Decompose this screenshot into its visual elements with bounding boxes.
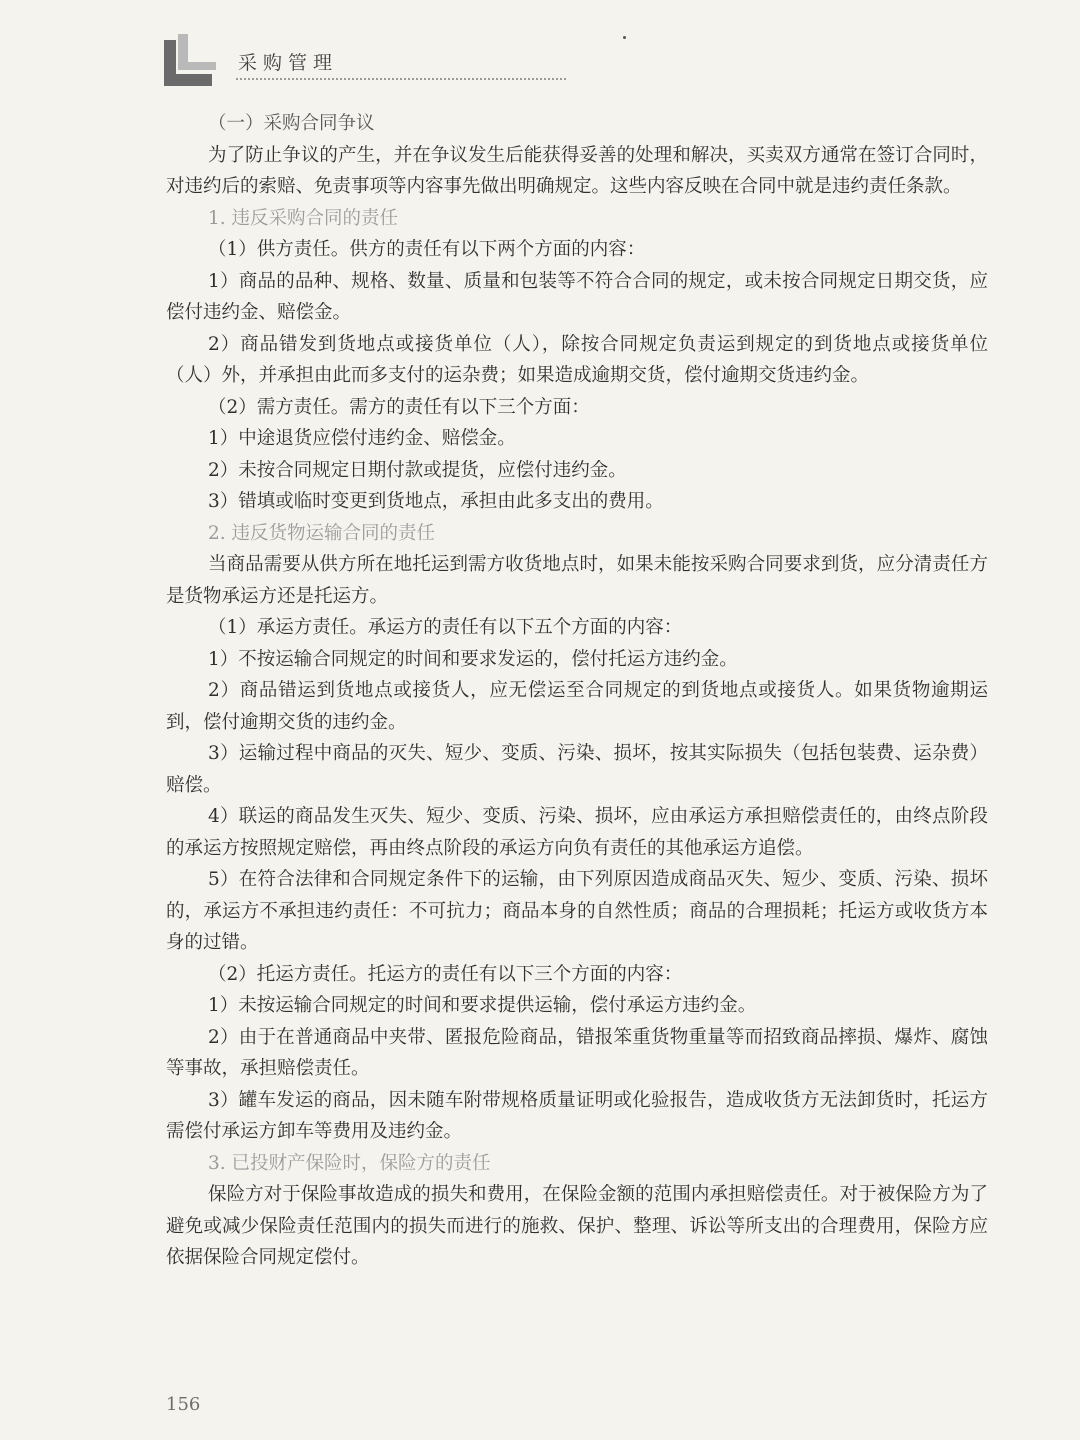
paragraph: 3）运输过程中商品的灭失、短少、变质、污染、损坏，按其实际损失（包括包装费、运杂费）赔偿。 [166,743,988,796]
paragraph: 5）在符合法律和合同规定条件下的运输，由下列原因造成商品灭失、短少、变质、污染、损坏的，承运方不承担违约责任：不可抗力；商品本身的自然性质；商品的合理损耗；托运方或收货方本身的过错。 [166,869,988,953]
paragraph: 2）由于在普通商品中夹带、匿报危险商品，错报笨重货物重量等而招致商品摔损、爆炸、腐蚀等事故，承担赔偿责任。 [166,1026,988,1079]
paragraph: 4）联运的商品发生灭失、短少、变质、污染、损坏，应由承运方承担赔偿责任的，由终点阶段的承运方按照规定赔偿，再由终点阶段的承运方向负有责任的其他承运方追偿。 [166,806,988,859]
scan-speck [623,36,626,39]
paragraph: 1）中途退货应偿付违约金、赔偿金。 [208,428,516,449]
paragraph: 2）商品错运到货地点或接货人，应无偿运至合同规定的到货地点或接货人。如果货物逾期运到，偿付逾期交货的违约金。 [166,680,988,733]
paragraph: 3）罐车发运的商品，因未随车附带规格质量证明或化验报告，造成收货方无法卸货时，托运方需偿付承运方卸车等费用及违约金。 [166,1089,988,1142]
paragraph: 1）未按运输合同规定的时间和要求提供运输，偿付承运方违约金。 [208,995,757,1016]
section-title: （一）采购合同争议 [208,113,375,134]
paragraph: 当商品需要从供方所在地托运到需方收货地点时，如果未能按采购合同要求到货，应分清责任方是货物承运方还是托运方。 [166,554,988,607]
paragraph: 为了防止争议的产生，并在争议发生后能获得妥善的处理和解决，买卖双方通常在签订合同时，对违约后的索赔、免责事项等内容事先做出明确规定。这些内容反映在合同中就是违约责任条款。 [166,144,988,197]
paragraph: （2）托运方责任。托运方的责任有以下三个方面的内容： [208,963,683,985]
chapter-logo-icon [160,34,220,90]
paragraph: 1）商品的品种、规格、数量、质量和包装等不符合合同的规定，或未按合同规定日期交货，应偿付违约金、赔偿金。 [166,270,988,323]
subsection-heading: 2. 违反货物运输合同的责任 [208,522,436,544]
subsection-heading: 1. 违反采购合同的责任 [208,207,399,229]
paragraph: （1）供方责任。供方的责任有以下两个方面的内容： [208,239,646,260]
paragraph: 2）未按合同规定日期付款或提货，应偿付违约金。 [208,459,627,481]
running-header-title: 采购管理 [238,52,339,74]
paragraph: 2）商品错发到货地点或接货单位（人），除按合同规定负责运到规定的到货地点或接货单位（人）外，并承担由此而多支付的运杂费；如果造成逾期交货，偿付逾期交货违约金。 [166,333,988,386]
header-divider [236,78,566,80]
paragraph: 保险方对于保险事故造成的损失和费用，在保险金额的范围内承担赔偿责任。对于被保险方为了避免或减少保险责任范围内的损失而进行的施救、保护、整理、诉讼等所支出的合理费用，保险方应依据保险合同规定偿付。 [166,1184,988,1268]
paragraph: （2）需方责任。需方的责任有以下三个方面： [208,396,590,418]
page-header [160,34,1020,104]
page-number: 156 [166,1394,201,1415]
paragraph: （1）承运方责任。承运方的责任有以下五个方面的内容： [208,617,683,638]
subsection-heading: 3. 已投财产保险时，保险方的责任 [208,1152,491,1174]
paragraph: 1）不按运输合同规定的时间和要求发运的，偿付托运方违约金。 [208,648,738,670]
page-body [166,108,988,1274]
paragraph: 3）错填或临时变更到货地点，承担由此多支出的费用。 [208,491,664,512]
